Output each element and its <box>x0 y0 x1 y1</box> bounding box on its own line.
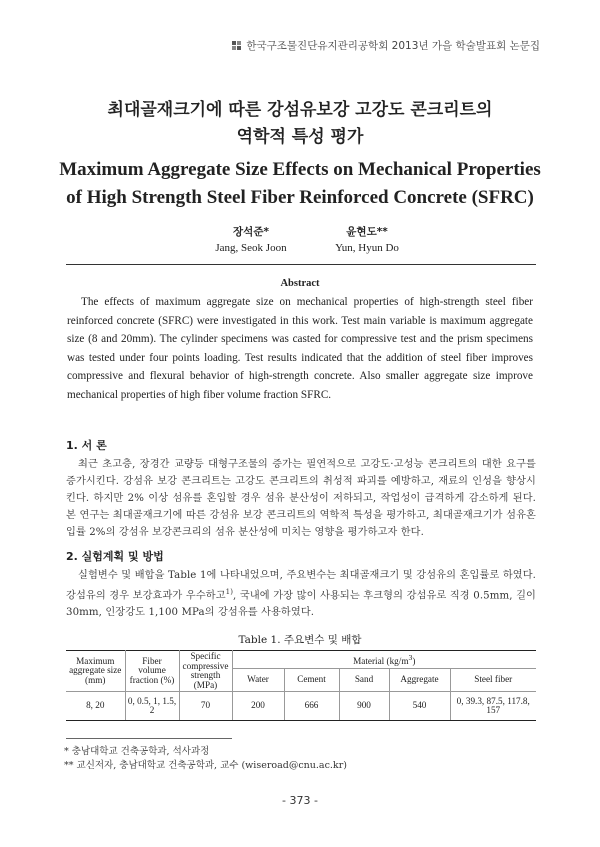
cell-fiber-volume-fraction: 0, 0.5, 1, 1.5, 2 <box>125 692 179 721</box>
header-aggregate: Aggregate <box>389 669 450 692</box>
cell-water: 200 <box>232 692 284 721</box>
header-cement: Cement <box>284 669 339 692</box>
author-2-korean-name: 윤현도** <box>346 226 388 238</box>
abstract-text: The effects of maximum aggregate size on mechanical properties of high-strength steel fiber reinforced concrete (SFRC) were investigated in this work. Test main variable is maximum aggregate size (8 and 20mm). The cylinder specimens was casted for compressive test and the prism specimens was tested under four points loading. Test results indicated that the addition of steel fiber improves compressive and flexural behavior of high-strength concrete. Also smaller aggregate size improve mechanical properties of high fiber volume fraction SFRC. <box>67 296 533 401</box>
header-steel-fiber: Steel fiber <box>450 669 536 692</box>
title-divider <box>66 264 536 265</box>
header-specific-compressive-strength: Specific compressive strength (MPa) <box>179 651 232 692</box>
header-material-superscript: 3 <box>408 652 413 662</box>
cell-sand: 900 <box>339 692 389 721</box>
author-2-english-name: Yun, Hyun Do <box>335 242 399 254</box>
table-row <box>66 692 536 721</box>
section-2-text-a: 실험변수 및 배합을 Table 1에 나타내었으며, 주요변수는 최대골재크기 및 강섬유의 혼입률로 하였다. 강섬유의 경우 보강효과가 우수하고 <box>66 570 536 602</box>
cell-steel-fiber: 0, 39.3, 87.5, 117.8, 157 <box>450 692 536 721</box>
abstract-heading: Abstract <box>280 278 320 289</box>
footnote-1: * 충남대학교 건축공학과, 석사과정 <box>64 746 210 757</box>
english-title-line-1: Maximum Aggregate Size Effects on Mechanical Properties <box>59 159 541 180</box>
table-1 <box>66 650 536 721</box>
header-text: 한국구조물진단유지관리공학회 2013년 가을 학술발표회 논문집 <box>246 40 540 52</box>
section-2-heading: 2. 실험계획 및 방법 <box>66 550 164 563</box>
conference-logo-icon <box>232 41 242 51</box>
section-2-text-b: , 국내에 가장 많이 사용되는 후크형의 강섬유로 직경 0.5mm, 길이 30mm, 인장강도 1,100 MPa의 강섬유를 사용하였다. <box>66 590 536 619</box>
korean-title-line-1: 최대골재크기에 따른 강섬유보강 고강도 콘크리트의 <box>107 100 493 120</box>
reference-marker: 1) <box>225 588 234 596</box>
author-1-korean-name: 장석준* <box>233 226 269 238</box>
header-fiber-volume-fraction: Fiber volume fraction (%) <box>125 651 179 692</box>
running-header <box>232 38 540 53</box>
english-title-line-2: of High Strength Steel Fiber Reinforced Concrete (SFRC) <box>66 187 534 208</box>
footnote-2: ** 교신저자, 충남대학교 건축공학과, 교수 (wiseroad@cnu.ac.kr) <box>64 760 347 771</box>
author-1-english-name: Jang, Seok Joon <box>215 242 287 254</box>
author-2 <box>322 224 412 256</box>
header-max-aggregate-size: Maximum aggregate size (mm) <box>66 651 125 692</box>
section-2-text <box>66 567 536 621</box>
page-number: - 373 - <box>282 794 318 807</box>
header-water: Water <box>232 669 284 692</box>
table-1-caption: Table 1. 주요변수 및 배합 <box>238 634 362 646</box>
header-sand: Sand <box>339 669 389 692</box>
header-material-label: Material (kg/m <box>353 655 409 666</box>
korean-title-line-2: 역학적 특성 평가 <box>236 127 364 147</box>
author-1 <box>206 224 296 256</box>
footnote-divider <box>66 738 232 739</box>
cell-cement: 666 <box>284 692 339 721</box>
cell-aggregate: 540 <box>389 692 450 721</box>
section-1-heading: 1. 서 론 <box>66 439 107 452</box>
cell-max-aggregate-size: 8, 20 <box>66 692 125 721</box>
table-header-row-1 <box>66 651 536 669</box>
korean-title <box>0 97 600 151</box>
cell-specific-compressive-strength: 70 <box>179 692 232 721</box>
header-material-close: ) <box>412 655 416 666</box>
header-material <box>232 651 536 669</box>
english-title <box>0 156 600 212</box>
section-1-text: 최근 초고층, 장경간 교량등 대형구조물의 증가는 필연적으로 고강도·고성능 콘크리트의 대한 요구를 증가시킨다. 강섬유 보강 콘크리트는 고강도 콘크리트의 취성적 파괴를 예방하고, 재료의 인성을 향상시킨다. 하지만 2% 이상 섬유를 혼입할 경우 섬유 분산성이 저하되고, 작업성이 급격하게 감소하게 된다. 본 연구는 최대골재크기에 따른 강섬유 보강 콘크리트의 역학적 특성을 평가하고, 최대골재크기가 섬유혼입률 2%의 강섬유 보강콘크리의 섬유 분산성에 미치는 영향을 평가하고자 한다. <box>66 459 536 538</box>
